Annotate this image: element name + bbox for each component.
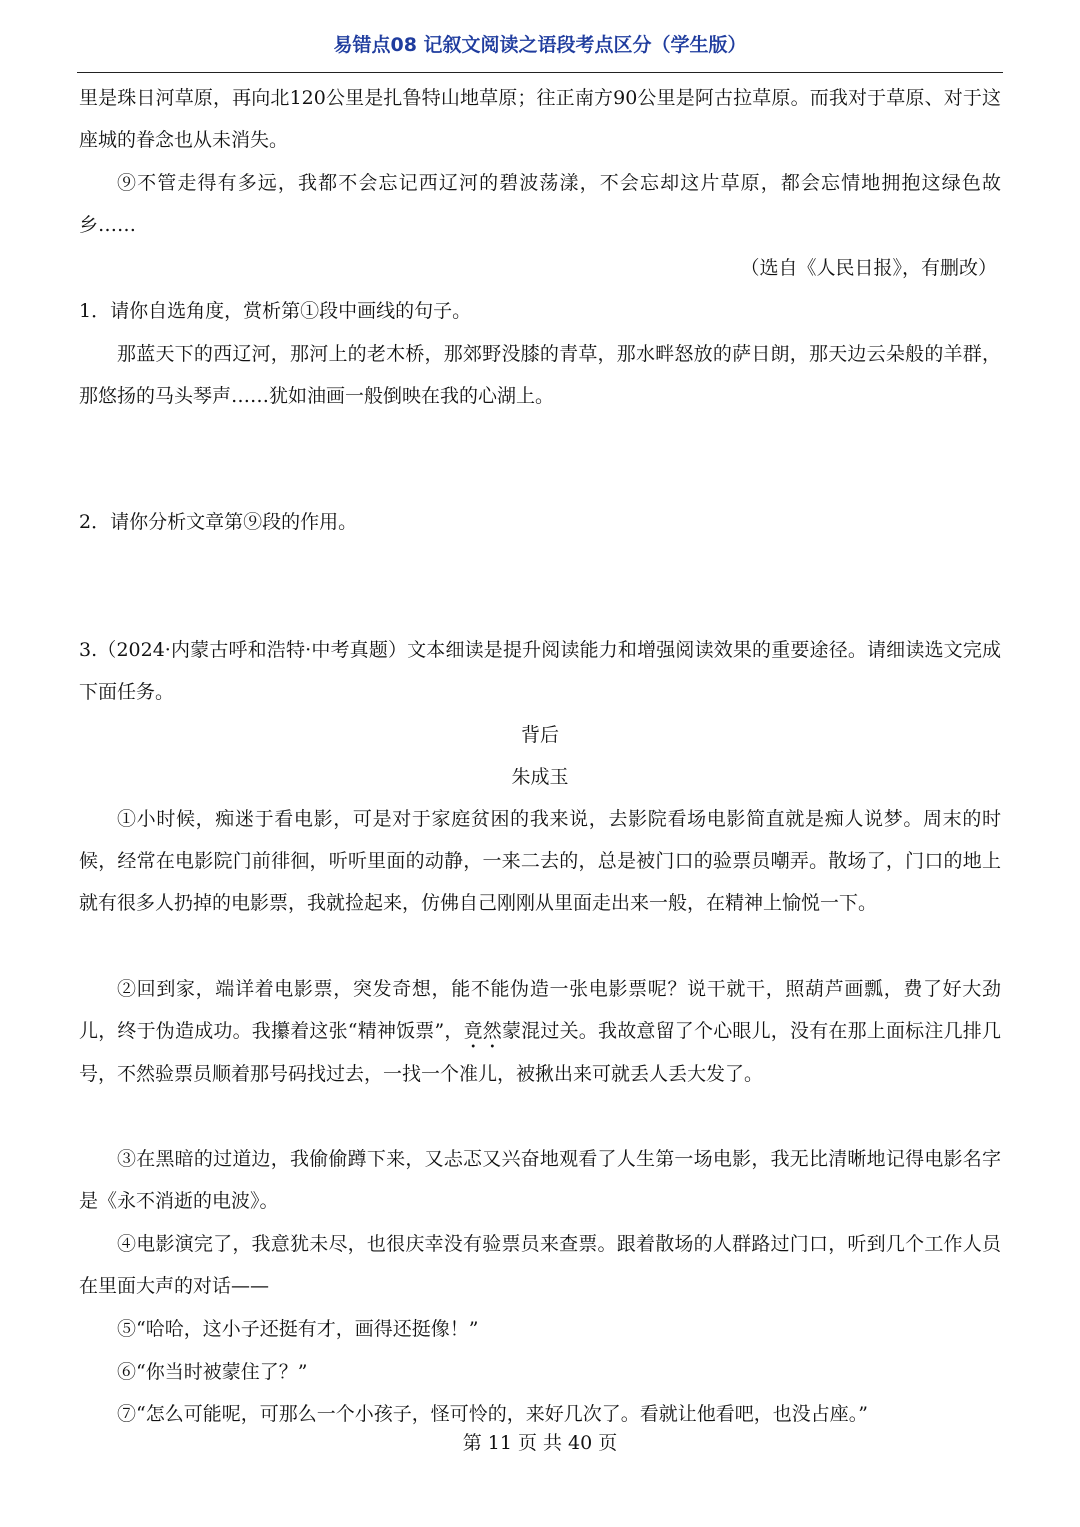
paragraph-9: ⑨不管走得有多远，我都不会忘记西辽河的碧波荡漾，不会忘却这片草原，都会忘情地拥抱这绿色故乡……: [79, 172, 1001, 236]
question-2: 2．请你分析文章第⑨段的作用。: [79, 511, 358, 533]
story-paragraph-3: ③在黑暗的过道边，我偷偷蹲下来，又忐忑又兴奋地观看了人生第一场电影，我无比清晰地记得电影名字是《永不消逝的电波》。: [79, 1148, 1001, 1212]
story-paragraph-6: ⑥“你当时被蒙住了？”: [117, 1361, 308, 1383]
question-3: 3.（2024·内蒙古呼和浩特·中考真题）文本细读是提升阅读能力和增强阅读效果的重要途径。请细读选文完成下面任务。: [79, 639, 1001, 703]
paragraph-8-continued: 里是珠日河草原，再向北120公里是扎鲁特山地草原；往正南方90公里是阿古拉草原。而我对于草原、对于这座城的眷念也从未消失。: [79, 87, 1001, 151]
question-1: 1．请你自选角度，赏析第①段中画线的句子。: [79, 300, 472, 322]
page-number: 第 11 页 共 40 页: [462, 1432, 618, 1454]
story-author: 朱成玉: [511, 766, 569, 788]
story-paragraph-4: ④电影演完了，我意犹未尽，也很庆幸没有验票员来查票。跟着散场的人群路过门口，听到几个工作人员在里面大声的对话——: [79, 1233, 1001, 1297]
page-header-title: 易错点08 记叙文阅读之语段考点区分（学生版）: [333, 34, 747, 56]
story-title: 背后: [520, 724, 559, 746]
emphasized-word: 竟然: [463, 1020, 503, 1042]
story-paragraph-2-part-b: 蒙混过关。我故意留了个心眼儿，没有在那上面标注几排几号，不然验票员顺着那号码找过去，一找一个准儿，被揪出来可就丢人丢大发了。: [79, 1020, 1001, 1085]
story-paragraph-7: ⑦“怎么可能呢，可那么一个小孩子，怪可怜的，来好几次了。看就让他看吧，也没占座。”: [117, 1403, 868, 1425]
story-paragraph-1: ①小时候，痴迷于看电影，可是对于家庭贫困的我来说，去影院看场电影简直就是痴人说梦。周末的时候，经常在电影院门前徘徊，听听里面的动静，一来二去的，总是被门口的验票员嘲弄。散场了，门口的地上就有很多人扔掉的电影票，我就捡起来，仿佛自己刚刚从里面走出来一般，在精神上愉悦一下。: [79, 808, 1001, 914]
story-paragraph-2-part-a: ②回到家，端详着电影票，突发奇想，能不能伪造一张电影票呢？说干就干，照葫芦画瓢，费了好大劲儿，终于伪造成功。我攥着这张“精神饭票”，: [79, 978, 1001, 1042]
story-paragraph-2: [79, 968, 1001, 1095]
story-paragraph-5: ⑤“哈哈，这小子还挺有才，画得还挺像！”: [117, 1318, 479, 1340]
question-1-quote: 那蓝天下的西辽河，那河上的老木桥，那郊野没膝的青草，那水畔怒放的萨日朗，那天边云朵般的羊群，那悠扬的马头琴声……犹如油画一般倒映在我的心湖上。: [79, 343, 1001, 407]
header-divider: [77, 72, 1003, 73]
source-citation: （选自《人民日报》，有删改）: [740, 257, 997, 279]
